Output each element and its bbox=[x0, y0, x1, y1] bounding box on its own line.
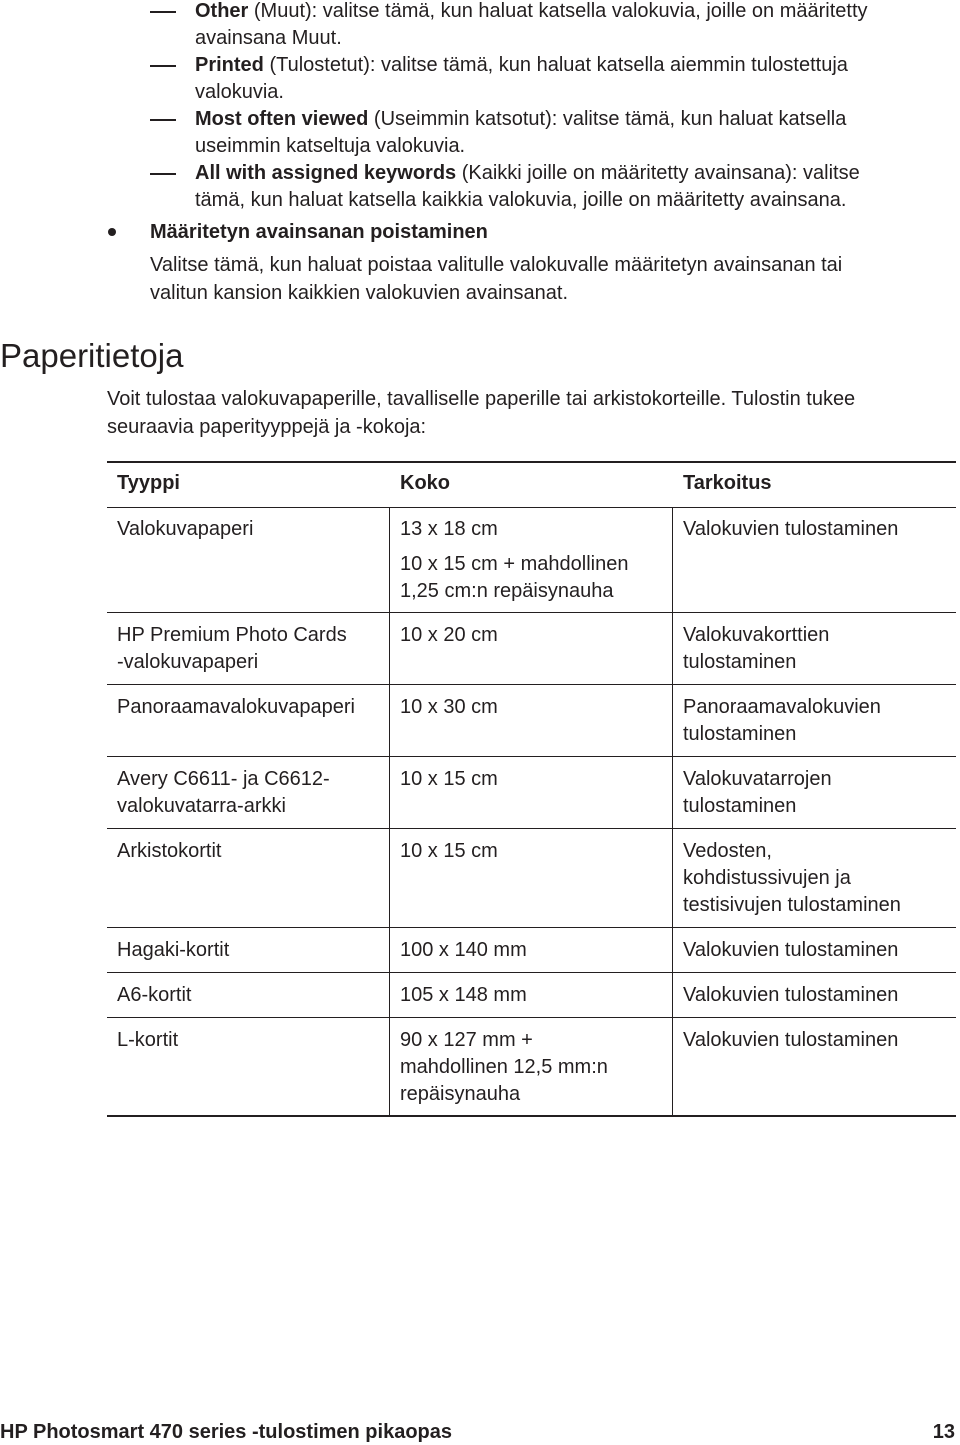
term-label: Most often viewed bbox=[195, 108, 369, 130]
item-text: (Tulostetut): valitse tämä, kun haluat katsella aiemmin tulostettuja bbox=[263, 54, 848, 76]
item-text: tämä, kun haluat katsella kaikkia valokuvia, joille on määritetty avainsana. bbox=[195, 189, 847, 211]
cell-purpose: Valokuvien tulostaminen bbox=[683, 1029, 899, 1051]
cell-purpose: Valokuvien tulostaminen bbox=[683, 518, 899, 540]
item-text: avainsana Muut. bbox=[195, 27, 342, 49]
cell-size: 13 x 18 cm 10 x 15 cm + mahdollinen 1,25 cm:n repäisynauha bbox=[400, 518, 629, 602]
term-label: Other bbox=[195, 0, 249, 22]
dash-marker bbox=[150, 65, 176, 67]
cell-size: 90 x 127 mm + mahdollinen 12,5 mm:n repäisynauha bbox=[400, 1029, 608, 1105]
cell-size: 10 x 30 cm bbox=[400, 696, 498, 718]
intro-line: Voit tulostaa valokuvapaperille, tavalliselle paperille tai arkistokorteille. Tulostin tukee bbox=[107, 388, 856, 410]
item-text: valokuvia. bbox=[195, 81, 284, 103]
cell-type: Arkistokortit bbox=[117, 840, 222, 862]
column-header-purpose: Tarkoitus bbox=[683, 472, 772, 494]
column-header-type: Tyyppi bbox=[117, 472, 180, 494]
row-divider bbox=[107, 1017, 956, 1018]
row-divider bbox=[107, 756, 956, 757]
row-divider bbox=[107, 927, 956, 928]
header-divider bbox=[107, 507, 956, 508]
table-bottom-rule bbox=[107, 1115, 956, 1117]
cell-type: A6-kortit bbox=[117, 984, 192, 1006]
cell-size: 105 x 148 mm bbox=[400, 984, 527, 1006]
page-number: 13 bbox=[932, 1421, 955, 1443]
row-divider bbox=[107, 684, 956, 685]
column-header-size: Koko bbox=[400, 472, 450, 494]
row-divider bbox=[107, 612, 956, 613]
cell-purpose: Valokuvien tulostaminen bbox=[683, 939, 899, 961]
description-line: valitun kansion kaikkien valokuvien avainsanat. bbox=[150, 282, 569, 304]
cell-purpose: Valokuvien tulostaminen bbox=[683, 984, 899, 1006]
cell-type: Valokuvapaperi bbox=[117, 518, 254, 540]
dash-marker bbox=[150, 11, 176, 13]
cell-size: 100 x 140 mm bbox=[400, 939, 527, 961]
cell-type: L-kortit bbox=[117, 1029, 179, 1051]
row-divider bbox=[107, 828, 956, 829]
term-label: All with assigned keywords bbox=[195, 162, 457, 184]
cell-type: Avery C6611- ja C6612- valokuvatarra-arkki bbox=[117, 768, 330, 817]
cell-type: HP Premium Photo Cards -valokuvapaperi bbox=[117, 624, 347, 673]
section-intro bbox=[107, 385, 947, 441]
cell-type: Hagaki-kortit bbox=[117, 939, 230, 961]
cell-size: 10 x 15 cm bbox=[400, 768, 498, 790]
bullet-icon bbox=[108, 228, 116, 236]
row-divider bbox=[107, 972, 956, 973]
item-text: useimmin katseltuja valokuvia. bbox=[195, 135, 466, 157]
item-text: (Kaikki joille on määritetty avainsana): valitse bbox=[456, 162, 860, 184]
intro-line: seuraavia paperityyppejä ja -kokoja: bbox=[107, 416, 427, 438]
term-label: Printed bbox=[195, 54, 264, 76]
bullet-title: Määritetyn avainsanan poistaminen bbox=[150, 221, 488, 243]
item-text: (Useimmin katsotut): valitse tämä, kun haluat katsella bbox=[368, 108, 847, 130]
cell-type: Panoraamavalokuvapaperi bbox=[117, 696, 355, 718]
table-top-rule bbox=[107, 461, 956, 463]
item-text: (Muut): valitse tämä, kun haluat katsella valokuvia, joille on määritetty bbox=[248, 0, 868, 22]
cell-purpose: Panoraamavalokuvien tulostaminen bbox=[683, 696, 881, 745]
cell-purpose: Vedosten, kohdistussivujen ja testisivujen tulostaminen bbox=[683, 840, 901, 916]
cell-size: 10 x 20 cm bbox=[400, 624, 498, 646]
bullet-description bbox=[150, 251, 940, 307]
cell-purpose: Valokuvatarrojen tulostaminen bbox=[683, 768, 832, 817]
section-heading: Paperitietoja bbox=[0, 337, 184, 374]
column-divider bbox=[672, 507, 673, 1116]
dash-marker bbox=[150, 119, 176, 121]
footer-title: HP Photosmart 470 series -tulostimen pikaopas bbox=[0, 1421, 453, 1443]
cell-purpose: Valokuvakorttien tulostaminen bbox=[683, 624, 830, 673]
column-divider bbox=[389, 507, 390, 1116]
dash-marker bbox=[150, 173, 176, 175]
cell-size: 10 x 15 cm bbox=[400, 840, 498, 862]
description-line: Valitse tämä, kun haluat poistaa valitulle valokuvalle määritetyn avainsanan tai bbox=[150, 254, 843, 276]
